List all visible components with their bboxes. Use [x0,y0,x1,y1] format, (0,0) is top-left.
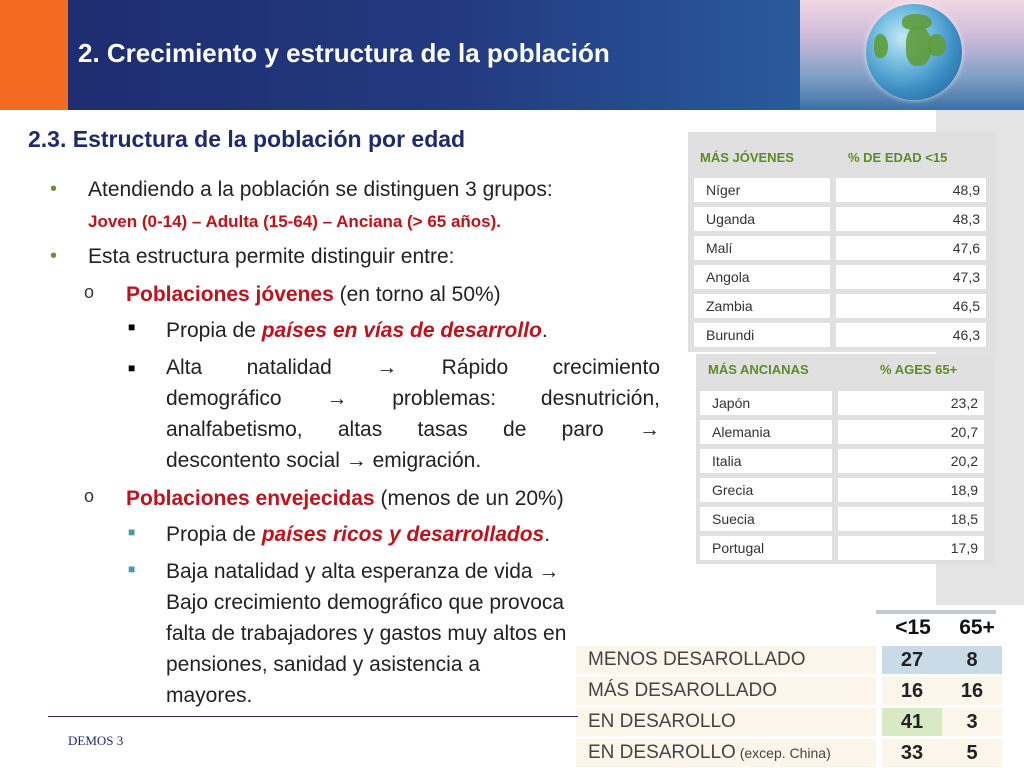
youngest-col-country: MÁS JÓVENES [700,150,794,165]
table-cell-over-65: 8 [942,646,1002,674]
development-age-table [576,606,1024,768]
oldest-col-country: MÁS ANCIANAS [708,362,809,377]
old-item-2-line-4: pensiones, sanidad y asistencia a [166,653,481,676]
young-item-1-emphasis: países en vías de desarrollo [261,319,542,342]
table-cell-value: 18,5 [838,507,984,531]
section-subtitle: 2.3. Estructura de la población por edad [28,126,466,152]
row-label-text: EN DESAROLLO [588,711,736,732]
age-groups-text: Joven (0-14) – Adulta (15-64) – Anciana (> 65 años). [88,212,502,231]
table-cell-value: 23,2 [838,391,984,415]
young-item-2-line-3: analfabetismo, altas tasas de paro → [166,418,660,441]
table-cell-country: Níger [694,178,830,202]
old-item-1-prefix: Propia de [166,523,262,546]
young-item-2-line-4: descontento social → emigración. [166,449,482,472]
table-cell-value: 47,3 [836,265,986,289]
young-title: Poblaciones jóvenes [126,283,334,306]
table-cell-value: 46,5 [836,294,986,318]
row-label-text: EN DESAROLLO [588,742,736,763]
youngest-col-percent: % DE EDAD <15 [848,150,948,165]
sub-bullet-young [126,279,501,310]
table-cell-value: 48,3 [836,207,986,231]
table-cell-country: Portugal [700,536,832,560]
col-under-15: <15 [895,616,931,639]
row-label-text: MENOS DESAROLLADO [588,649,806,670]
hollow-circle-icon: o [84,486,95,506]
table-cell-country: Zambia [694,294,830,318]
table-cell-under-15: 33 [882,739,942,767]
oldest-countries-table [696,354,994,564]
square-bullet-icon: ■ [128,562,136,576]
table-cell-value: 20,7 [838,420,984,444]
round-bullet-icon: • [50,245,58,267]
table-cell-value: 47,6 [836,236,986,260]
old-item-2-line-5: mayores. [166,684,253,707]
table-row-label [576,708,876,736]
row-label-text: MÁS DESAROLLADO [588,680,777,701]
bullet-groups: Atendiendo a la población se distinguen 3 grupos: [88,178,553,201]
table-cell-country: Alemania [700,420,832,444]
globe-icon [866,4,962,100]
table-top-rule [876,610,996,614]
table-cell-under-15: 27 [882,646,942,674]
table-cell-value: 20,2 [838,449,984,473]
header-accent-tab [0,0,68,110]
row-label-note: (excep. China) [735,745,831,761]
table-cell-over-65: 16 [942,677,1002,705]
footer-label: DEMOS 3 [68,733,124,748]
oldest-col-percent: % AGES 65+ [880,362,958,377]
table-cell-over-65: 5 [942,739,1002,767]
table-cell-country: Grecia [700,478,832,502]
square-bullet-icon: ■ [128,361,136,375]
old-item-2-line-1: Baja natalidad y alta esperanza de vida → [166,560,560,583]
old-item-1-suffix: . [544,523,551,546]
table-row-label [576,677,876,705]
old-title: Poblaciones envejecidas [126,487,375,510]
hollow-circle-icon: o [84,282,95,302]
old-item-1 [166,519,550,550]
old-item-2-line-2: Bajo crecimiento demográfico que provoca [166,591,565,614]
table-row-label [576,646,876,674]
young-item-1 [166,315,548,346]
square-bullet-icon: ■ [128,525,136,539]
table-cell-value: 46,3 [836,323,986,347]
slide-title: 2. Crecimiento y estructura de la población [78,38,610,68]
table-cell-value: 48,9 [836,178,986,202]
table-cell-country: Italia [700,449,832,473]
table-cell-country: Suecia [700,507,832,531]
table-cell-country: Japón [700,391,832,415]
table-cell-country: Burundi [694,323,830,347]
col-over-65: 65+ [959,616,995,639]
young-item-1-suffix: . [541,319,548,342]
youngest-countries-table [688,132,996,352]
table-cell-value: 18,9 [838,478,984,502]
young-item-2-line-1: Alta natalidad → Rápido crecimiento [166,356,660,379]
table-row-label [576,739,876,767]
table-cell-over-65: 3 [942,708,1002,736]
old-item-1-emphasis: países ricos y desarrollados [261,523,545,546]
sub-bullet-old [126,483,564,514]
age-groups-line [88,207,501,236]
table-cell-under-15: 16 [882,677,942,705]
round-bullet-icon: • [50,178,58,200]
footer-rule [48,716,578,717]
table-cell-country: Uganda [694,207,830,231]
young-note: (en torno al 50%) [333,283,501,306]
young-item-1-prefix: Propia de [166,319,262,342]
bullet-structure: Esta estructura permite distinguir entre: [88,245,455,268]
table-cell-country: Angola [694,265,830,289]
old-note: (menos de un 20%) [374,487,564,510]
table-cell-value: 17,9 [838,536,984,560]
old-item-2-line-3: falta de trabajadores y gastos muy altos en [166,622,567,645]
young-item-2-line-2: demográfico → problemas: desnutrición, [166,387,660,410]
square-bullet-icon: ■ [128,320,136,334]
table-cell-country: Malí [694,236,830,260]
table-cell-under-15: 41 [882,708,942,736]
